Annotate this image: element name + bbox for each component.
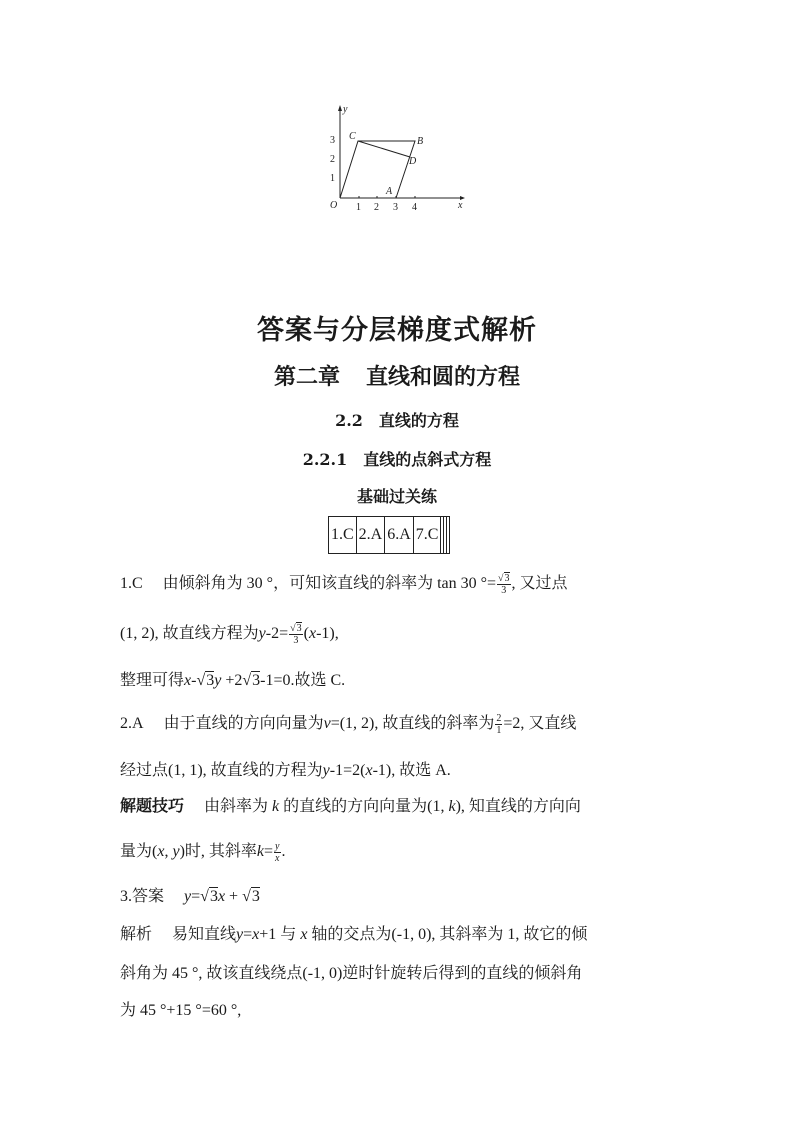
answer-cell: 1.C — [329, 517, 357, 554]
var-x: x — [157, 843, 165, 860]
y-axis-arrow — [338, 105, 342, 111]
q1-line-1 — [120, 570, 680, 596]
q3-number: 3.答案 — [120, 888, 165, 905]
y-tick-label: 2 — [330, 154, 335, 165]
origin-label: O — [330, 200, 338, 211]
main-title: 答案与分层梯度式解析 — [257, 315, 537, 346]
answer-cell: 2.A — [356, 517, 385, 554]
subsection-title: 2.2.1 直线的点斜式方程 — [302, 450, 492, 469]
q2-text: =2, 又直线 — [503, 715, 577, 732]
x-tick-label: 2 — [374, 202, 379, 213]
table-row — [329, 517, 450, 554]
empty-cell — [447, 517, 450, 554]
y-tick-label: 3 — [330, 135, 335, 146]
q1-fraction: $\frac{√3}{3}$ — [290, 622, 302, 646]
q1-text: +2 — [221, 672, 243, 689]
var-y: y — [214, 672, 222, 689]
q2-text: 经过点(1, 1), 故直线的方程为 — [120, 762, 323, 779]
var-v: v — [323, 715, 331, 732]
x-tick-label: 1 — [356, 202, 361, 213]
q2-text: -1), 故选 A. — [372, 762, 451, 779]
tip-text: 量为( — [120, 843, 158, 860]
var-x: x — [184, 672, 192, 689]
q3-text: +1 与 — [259, 926, 297, 943]
chapter-number: 第二章 — [273, 364, 340, 390]
frac-num: y — [275, 840, 280, 852]
q1-line-2 — [120, 620, 680, 646]
q1-text: 由倾斜角为 30 °，可知该直线的斜率为 tan 30 °= — [162, 575, 497, 592]
var-y: y — [322, 762, 330, 779]
q3-text: 轴的交点为(-1, 0), 其斜率为 1, 故它的倾 — [311, 926, 588, 943]
var-k: k — [448, 798, 456, 815]
var-x: x — [252, 926, 260, 943]
q1-text: -1=0.故选 C. — [260, 672, 346, 689]
var-y: y — [236, 926, 244, 943]
var-y: y — [258, 625, 266, 642]
var-y: y — [184, 888, 192, 905]
parallelogram — [340, 141, 415, 198]
q1-text: 整理可得 — [120, 672, 185, 689]
tip-text: , — [164, 843, 169, 860]
tip-line-2 — [120, 838, 680, 864]
y-tick-label: 1 — [330, 173, 335, 184]
q1-text: - — [191, 672, 197, 689]
answer-cell: 7.C — [413, 517, 441, 554]
q3-text: 为 45 °+15 °=60 °, — [120, 1002, 242, 1019]
q3-line-4 — [120, 997, 680, 1020]
frac-num: 3 — [504, 572, 510, 584]
var-x: x — [308, 625, 317, 642]
chapter-name: 直线和圆的方程 — [366, 364, 521, 390]
q1-text: (1, 2), 故直线方程为 — [120, 625, 259, 642]
var-k: k — [256, 843, 265, 860]
q3-line-1: 3.答案 y=√3x + √3 — [120, 888, 260, 905]
radicand: 3 — [251, 888, 260, 905]
exercise-group-title: 基础过关练 — [356, 487, 437, 506]
q3-line-3 — [120, 960, 680, 983]
point-b-label: B — [417, 136, 424, 147]
q2-text: 由于直线的方向向量为 — [163, 715, 324, 732]
q1-number: 1.C — [120, 575, 143, 592]
tip-fraction — [274, 841, 280, 864]
q3-text: = — [191, 888, 201, 905]
q1-fraction: $\frac{√3}{3}$ — [498, 572, 510, 596]
segment-cd — [358, 141, 410, 157]
var-k: k — [272, 798, 280, 815]
q3-text: + — [225, 888, 243, 905]
chapter-title — [0, 360, 794, 391]
q3-text: = — [243, 926, 253, 943]
frac-den: x — [275, 852, 280, 864]
q2-number: 2.A — [120, 715, 144, 732]
radicand: 3 — [252, 672, 261, 689]
q2-text: =(1, 2), 故直线的斜率为 — [330, 715, 495, 732]
tip-line-1 — [120, 793, 680, 816]
q1-text: ( — [303, 625, 309, 642]
frac-den: 3 — [501, 584, 507, 596]
q3-text: 易知直线 — [172, 926, 237, 943]
frac-den: 3 — [293, 634, 299, 646]
answer-table — [328, 516, 450, 554]
point-a-label: A — [386, 186, 393, 197]
frac-num: 2 — [496, 712, 502, 724]
var-x: x — [217, 888, 226, 905]
var-y: y — [172, 843, 180, 860]
tip-text: 由斜率为 — [204, 798, 269, 815]
answer-cell: 6.A — [385, 517, 414, 554]
q2-text: -1=2( — [329, 762, 366, 779]
tip-text: 的直线的方向向量为(1, — [283, 798, 445, 815]
tip-text: )时, 其斜率 — [179, 843, 257, 860]
tip-text: ), 知直线的方向向 — [455, 798, 581, 815]
point-c-label: C — [349, 131, 356, 142]
var-x: x — [365, 762, 373, 779]
radicand: 3 — [209, 888, 218, 905]
q1-text: -1), — [316, 625, 339, 642]
q3-line-2 — [120, 921, 680, 944]
y-axis-label: y — [343, 104, 348, 115]
radicand: 3 — [206, 672, 215, 689]
x-tick-label: 3 — [393, 202, 398, 213]
frac-num: 3 — [296, 622, 302, 634]
tip-text: . — [281, 843, 286, 860]
q2-line-2 — [120, 757, 680, 780]
coordinate-figure — [318, 100, 478, 218]
tip-text: = — [264, 843, 274, 860]
section-title: 2.2 直线的方程 — [335, 411, 459, 430]
q2-line-1 — [120, 710, 680, 736]
frac-den: 1 — [496, 724, 502, 736]
q3-text: 斜角为 45 °, 故该直线绕点(-1, 0)逆时针旋转后得到的直线的倾斜角 — [120, 965, 583, 982]
x-axis-label: x — [458, 200, 463, 211]
point-d-label: D — [409, 156, 417, 167]
q1-text: , 又过点 — [511, 575, 568, 592]
x-tick-label: 4 — [412, 202, 417, 213]
q1-line-3: 整理可得x-√3y +2√3-1=0.故选 C. — [120, 672, 346, 689]
q3-analysis-label: 解析 — [120, 926, 153, 943]
q2-fraction — [495, 713, 502, 736]
q1-text: -2= — [265, 625, 289, 642]
tip-label: 解题技巧 — [120, 798, 185, 815]
var-x: x — [300, 926, 308, 943]
